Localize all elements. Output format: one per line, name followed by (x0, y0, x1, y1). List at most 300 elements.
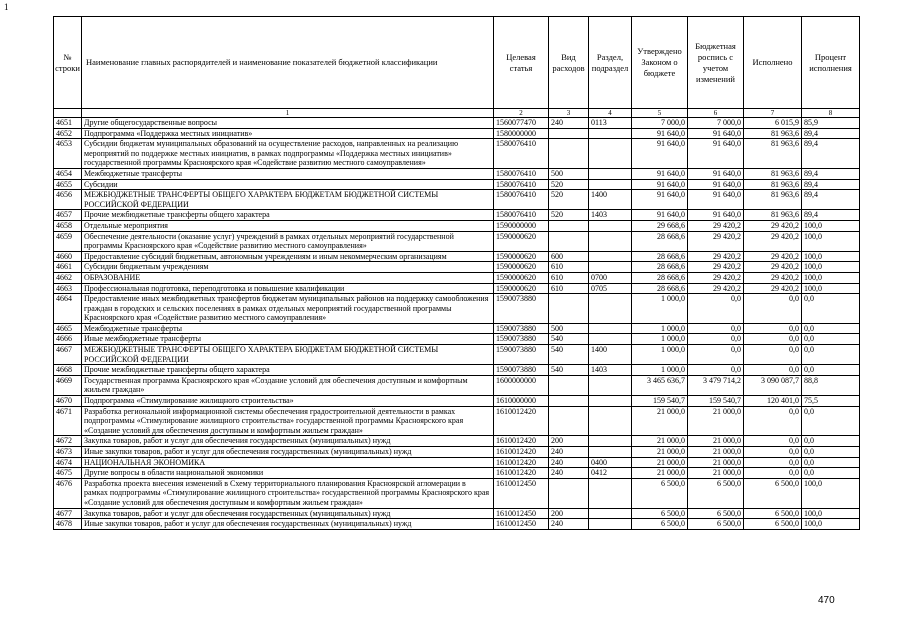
percent-cell: 0,0 (802, 406, 860, 436)
section-cell (589, 251, 632, 262)
budget-list-cell: 0,0 (688, 323, 744, 334)
approved-cell: 21 000,0 (632, 436, 688, 447)
row-name-cell: Иные межбюджетные трансферты (82, 334, 494, 345)
target-article-cell: 1610012420 (494, 457, 549, 468)
budget-list-cell: 0,0 (688, 294, 744, 324)
executed-cell: 29 420,2 (744, 231, 802, 251)
approved-cell: 21 000,0 (632, 457, 688, 468)
expense-type-cell: 520 (549, 210, 589, 221)
expense-type-cell: 500 (549, 168, 589, 179)
approved-cell: 3 465 636,7 (632, 375, 688, 395)
row-name-cell: ОБРАЗОВАНИЕ (82, 272, 494, 283)
table-row (54, 168, 860, 179)
expense-type-cell (549, 396, 589, 407)
executed-cell: 0,0 (744, 406, 802, 436)
column-number: 2 (494, 109, 549, 118)
percent-cell: 100,0 (802, 272, 860, 283)
percent-cell: 100,0 (802, 519, 860, 530)
expense-type-cell (549, 128, 589, 139)
executed-cell: 0,0 (744, 323, 802, 334)
target-article-cell: 1580076410 (494, 139, 549, 169)
table-row (54, 231, 860, 251)
percent-cell: 100,0 (802, 231, 860, 251)
section-cell (589, 447, 632, 458)
target-article-cell: 1590073880 (494, 294, 549, 324)
approved-cell: 1 000,0 (632, 294, 688, 324)
budget-list-cell: 29 420,2 (688, 220, 744, 231)
budget-list-cell: 6 500,0 (688, 478, 744, 508)
row-name-cell: Межбюджетные трансферты (82, 323, 494, 334)
expense-type-cell: 240 (549, 457, 589, 468)
column-number: 5 (632, 109, 688, 118)
row-name-cell: НАЦИОНАЛЬНАЯ ЭКОНОМИКА (82, 457, 494, 468)
target-article-cell: 1590073880 (494, 365, 549, 376)
table-row (54, 179, 860, 190)
expense-type-cell (549, 375, 589, 395)
row-number-cell: 4669 (54, 375, 82, 395)
table-body (54, 118, 860, 530)
approved-cell: 1 000,0 (632, 323, 688, 334)
row-name-cell: Прочие межбюджетные трансферты общего характера (82, 210, 494, 221)
percent-cell: 100,0 (802, 220, 860, 231)
budget-list-cell: 21 000,0 (688, 457, 744, 468)
executed-cell: 29 420,2 (744, 251, 802, 262)
executed-cell: 0,0 (744, 334, 802, 345)
target-article-cell: 1610012450 (494, 508, 549, 519)
section-cell (589, 220, 632, 231)
section-cell: 0400 (589, 457, 632, 468)
section-cell (589, 294, 632, 324)
target-article-cell: 1580076410 (494, 168, 549, 179)
row-number-cell: 4671 (54, 406, 82, 436)
page-corner-mark: 1 (4, 2, 9, 12)
row-number-cell: 4673 (54, 447, 82, 458)
percent-cell: 89,4 (802, 179, 860, 190)
approved-cell: 1 000,0 (632, 345, 688, 365)
page-number: 470 (818, 595, 835, 606)
row-number-cell: 4651 (54, 118, 82, 129)
expense-type-cell (549, 294, 589, 324)
table-row (54, 283, 860, 294)
executed-cell: 0,0 (744, 365, 802, 376)
table-row (54, 468, 860, 479)
target-article-cell: 1610012450 (494, 519, 549, 530)
approved-cell: 28 668,6 (632, 283, 688, 294)
target-article-cell: 1610000000 (494, 396, 549, 407)
target-article-cell: 1590000620 (494, 251, 549, 262)
row-name-cell: Иные закупки товаров, работ и услуг для обеспечения государственных (муниципальных) нужд (82, 447, 494, 458)
target-article-cell: 1590073880 (494, 323, 549, 334)
section-cell (589, 262, 632, 273)
section-cell: 0113 (589, 118, 632, 129)
percent-cell: 100,0 (802, 508, 860, 519)
target-article-cell: 1580076410 (494, 179, 549, 190)
approved-cell: 159 540,7 (632, 396, 688, 407)
budget-list-cell: 21 000,0 (688, 447, 744, 458)
executed-cell: 6 500,0 (744, 508, 802, 519)
budget-list-cell: 6 500,0 (688, 508, 744, 519)
budget-list-cell: 29 420,2 (688, 231, 744, 251)
table-row (54, 375, 860, 395)
executed-cell: 0,0 (744, 294, 802, 324)
approved-cell: 21 000,0 (632, 447, 688, 458)
header-section: Раздел, подраздел (589, 17, 632, 109)
column-number-row (54, 109, 860, 118)
target-article-cell: 1580000000 (494, 128, 549, 139)
expense-type-cell (549, 406, 589, 436)
expense-type-cell (549, 139, 589, 169)
table-row (54, 365, 860, 376)
target-article-cell: 1610012450 (494, 478, 549, 508)
section-cell (589, 436, 632, 447)
expense-type-cell: 610 (549, 283, 589, 294)
row-name-cell: Другие общегосударственные вопросы (82, 118, 494, 129)
expense-type-cell: 540 (549, 345, 589, 365)
section-cell (589, 323, 632, 334)
table-row (54, 323, 860, 334)
expense-type-cell (549, 231, 589, 251)
target-article-cell: 1590073880 (494, 345, 549, 365)
budget-list-cell: 6 500,0 (688, 519, 744, 530)
table-row (54, 294, 860, 324)
table-header-row (54, 17, 860, 109)
row-number-cell: 4656 (54, 190, 82, 210)
row-number-cell: 4653 (54, 139, 82, 169)
budget-list-cell: 21 000,0 (688, 468, 744, 479)
expense-type-cell: 240 (549, 519, 589, 530)
row-number-cell: 4672 (54, 436, 82, 447)
budget-list-cell: 29 420,2 (688, 272, 744, 283)
section-cell: 1400 (589, 190, 632, 210)
budget-list-cell: 29 420,2 (688, 283, 744, 294)
target-article-cell: 1610012420 (494, 447, 549, 458)
section-cell (589, 508, 632, 519)
section-cell: 0700 (589, 272, 632, 283)
target-article-cell: 1590000620 (494, 283, 549, 294)
column-number: 4 (589, 109, 632, 118)
target-article-cell: 1610012420 (494, 406, 549, 436)
budget-list-cell: 3 479 714,2 (688, 375, 744, 395)
percent-cell: 85,9 (802, 118, 860, 129)
expense-type-cell: 610 (549, 272, 589, 283)
table-row (54, 220, 860, 231)
row-number-cell: 4665 (54, 323, 82, 334)
budget-list-cell: 91 640,0 (688, 210, 744, 221)
table-row (54, 251, 860, 262)
header-expense-type: Вид расходов (549, 17, 589, 109)
executed-cell: 29 420,2 (744, 220, 802, 231)
section-cell (589, 168, 632, 179)
row-name-cell: Иные закупки товаров, работ и услуг для обеспечения государственных (муниципальных) нужд (82, 519, 494, 530)
executed-cell: 6 500,0 (744, 519, 802, 530)
expense-type-cell: 500 (549, 323, 589, 334)
expense-type-cell (549, 220, 589, 231)
section-cell (589, 139, 632, 169)
section-cell (589, 478, 632, 508)
percent-cell: 0,0 (802, 468, 860, 479)
executed-cell: 81 963,6 (744, 190, 802, 210)
row-name-cell: Субсидии (82, 179, 494, 190)
row-name-cell: Закупка товаров, работ и услуг для обеспечения государственных (муниципальных) нужд (82, 508, 494, 519)
table-row (54, 139, 860, 169)
section-cell (589, 396, 632, 407)
percent-cell: 0,0 (802, 323, 860, 334)
expense-type-cell: 240 (549, 447, 589, 458)
row-number-cell: 4668 (54, 365, 82, 376)
expense-type-cell: 200 (549, 508, 589, 519)
expense-type-cell: 520 (549, 179, 589, 190)
executed-cell: 6 500,0 (744, 478, 802, 508)
expense-type-cell: 520 (549, 190, 589, 210)
approved-cell: 28 668,6 (632, 231, 688, 251)
approved-cell: 91 640,0 (632, 128, 688, 139)
section-cell: 1403 (589, 365, 632, 376)
target-article-cell: 1600000000 (494, 375, 549, 395)
table-row (54, 345, 860, 365)
budget-list-cell: 21 000,0 (688, 436, 744, 447)
budget-list-cell: 0,0 (688, 365, 744, 376)
percent-cell: 0,0 (802, 447, 860, 458)
column-number: 1 (82, 109, 494, 118)
row-name-cell: Другие вопросы в области национальной экономики (82, 468, 494, 479)
percent-cell: 100,0 (802, 262, 860, 273)
row-name-cell: Межбюджетные трансферты (82, 168, 494, 179)
approved-cell: 29 668,6 (632, 220, 688, 231)
table-row (54, 334, 860, 345)
section-cell: 0412 (589, 468, 632, 479)
row-name-cell: Разработка региональной информационной системы обеспечения градостроительной деятельности в рамках подпрограммы «Стимулирование жилищного строительства» государственной программы Красноярского края «Создание условий для обеспечения доступным и комфортным жильем граждан» (82, 406, 494, 436)
target-article-cell: 1580076410 (494, 190, 549, 210)
executed-cell: 0,0 (744, 345, 802, 365)
approved-cell: 21 000,0 (632, 406, 688, 436)
row-number-cell: 4677 (54, 508, 82, 519)
table-row (54, 190, 860, 210)
executed-cell: 29 420,2 (744, 262, 802, 273)
table-row (54, 519, 860, 530)
row-name-cell: Субсидии бюджетным учреждениям (82, 262, 494, 273)
approved-cell: 28 668,6 (632, 251, 688, 262)
executed-cell: 81 963,6 (744, 139, 802, 169)
table-row (54, 457, 860, 468)
table-row (54, 396, 860, 407)
section-cell (589, 375, 632, 395)
executed-cell: 29 420,2 (744, 272, 802, 283)
row-number-cell: 4678 (54, 519, 82, 530)
executed-cell: 29 420,2 (744, 283, 802, 294)
header-name: Наименование главных распорядителей и наименование показателей бюджетной классификации (82, 17, 494, 109)
approved-cell: 6 500,0 (632, 508, 688, 519)
row-name-cell: Подпрограмма «Поддержка местных инициатив» (82, 128, 494, 139)
expense-type-cell: 240 (549, 468, 589, 479)
executed-cell: 120 401,0 (744, 396, 802, 407)
approved-cell: 7 000,0 (632, 118, 688, 129)
budget-list-cell: 0,0 (688, 345, 744, 365)
approved-cell: 1 000,0 (632, 365, 688, 376)
row-number-cell: 4667 (54, 345, 82, 365)
approved-cell: 6 500,0 (632, 478, 688, 508)
percent-cell: 89,4 (802, 139, 860, 169)
executed-cell: 0,0 (744, 436, 802, 447)
target-article-cell: 1590000620 (494, 231, 549, 251)
row-number-cell: 4652 (54, 128, 82, 139)
expense-type-cell: 240 (549, 118, 589, 129)
table-row (54, 406, 860, 436)
expense-type-cell: 540 (549, 334, 589, 345)
table-row (54, 508, 860, 519)
percent-cell: 0,0 (802, 345, 860, 365)
target-article-cell: 1590000000 (494, 220, 549, 231)
header-approved: Утверждено Законом о бюджете (632, 17, 688, 109)
target-article-cell: 1580076410 (494, 210, 549, 221)
row-number-cell: 4663 (54, 283, 82, 294)
table-row (54, 128, 860, 139)
percent-cell: 100,0 (802, 283, 860, 294)
executed-cell: 81 963,6 (744, 128, 802, 139)
row-number-cell: 4666 (54, 334, 82, 345)
expense-type-cell (549, 478, 589, 508)
header-percent: Процент исполнения (802, 17, 860, 109)
row-name-cell: Разработка проекта внесения изменений в Схему территориального планирования Красноярской агломерации в рамках подпрограммы «Стимулирование жилищного строительства» государственной программы Красноярского края «Создание условий для обеспечения доступным и комфортным жильем граждан» (82, 478, 494, 508)
column-number: 8 (802, 109, 860, 118)
percent-cell: 89,4 (802, 190, 860, 210)
column-number: 7 (744, 109, 802, 118)
budget-execution-table (53, 16, 860, 530)
percent-cell: 0,0 (802, 436, 860, 447)
section-cell: 1400 (589, 345, 632, 365)
approved-cell: 21 000,0 (632, 468, 688, 479)
target-article-cell: 1610012420 (494, 468, 549, 479)
column-number: 3 (549, 109, 589, 118)
approved-cell: 28 668,6 (632, 262, 688, 273)
executed-cell: 0,0 (744, 468, 802, 479)
row-number-cell: 4675 (54, 468, 82, 479)
row-name-cell: Подпрограмма «Стимулирование жилищного строительства» (82, 396, 494, 407)
budget-list-cell: 91 640,0 (688, 179, 744, 190)
row-number-cell: 4664 (54, 294, 82, 324)
row-name-cell: Государственная программа Красноярского края «Создание условий для обеспечения доступным и комфортным жильем граждан» (82, 375, 494, 395)
budget-list-cell: 21 000,0 (688, 406, 744, 436)
row-name-cell: Субсидии бюджетам муниципальных образований на осуществление расходов, направленных на реализацию мероприятий по поддержке местных инициатив, в рамках подпрограммы «Поддержка местных инициатив» государственной программы Красноярского края «Содействие развитию местного самоуправления» (82, 139, 494, 169)
executed-cell: 6 015,9 (744, 118, 802, 129)
section-cell (589, 179, 632, 190)
percent-cell: 89,4 (802, 128, 860, 139)
header-budget-list: Бюджетная роспись с учетом изменений (688, 17, 744, 109)
row-number-cell: 4659 (54, 231, 82, 251)
approved-cell: 6 500,0 (632, 519, 688, 530)
percent-cell: 89,4 (802, 210, 860, 221)
expense-type-cell: 200 (549, 436, 589, 447)
executed-cell: 0,0 (744, 457, 802, 468)
expense-type-cell: 610 (549, 262, 589, 273)
budget-list-cell: 0,0 (688, 334, 744, 345)
row-name-cell: Предоставление субсидий бюджетным, автономным учреждениям и иным некоммерческим организациям (82, 251, 494, 262)
row-number-cell: 4676 (54, 478, 82, 508)
percent-cell: 100,0 (802, 251, 860, 262)
percent-cell: 75,5 (802, 396, 860, 407)
budget-list-cell: 91 640,0 (688, 128, 744, 139)
approved-cell: 91 640,0 (632, 179, 688, 190)
budget-list-cell: 29 420,2 (688, 251, 744, 262)
row-name-cell: Обеспечение деятельности (оказание услуг) учреждений в рамках отдельных мероприятий государственной программы Красноярского края «Содействие развитию местного самоуправления» (82, 231, 494, 251)
row-name-cell: Профессиональная подготовка, переподготовка и повышение квалификации (82, 283, 494, 294)
row-number-cell: 4654 (54, 168, 82, 179)
section-cell (589, 231, 632, 251)
row-number-cell: 4674 (54, 457, 82, 468)
percent-cell: 0,0 (802, 334, 860, 345)
approved-cell: 91 640,0 (632, 168, 688, 179)
target-article-cell: 1590073880 (494, 334, 549, 345)
row-number-cell: 4661 (54, 262, 82, 273)
row-name-cell: МЕЖБЮДЖЕТНЫЕ ТРАНСФЕРТЫ ОБЩЕГО ХАРАКТЕРА БЮДЖЕТАМ БЮДЖЕТНОЙ СИСТЕМЫ РОССИЙСКОЙ ФЕДЕРАЦИИ (82, 190, 494, 210)
section-cell: 0705 (589, 283, 632, 294)
percent-cell: 0,0 (802, 294, 860, 324)
section-cell (589, 519, 632, 530)
expense-type-cell: 540 (549, 365, 589, 376)
section-cell (589, 128, 632, 139)
table-row (54, 436, 860, 447)
header-executed: Исполнено (744, 17, 802, 109)
percent-cell: 100,0 (802, 478, 860, 508)
table-row (54, 272, 860, 283)
column-number: 6 (688, 109, 744, 118)
table-row (54, 447, 860, 458)
budget-list-cell: 7 000,0 (688, 118, 744, 129)
section-cell: 1403 (589, 210, 632, 221)
target-article-cell: 1560077470 (494, 118, 549, 129)
header-row-number: № строки (54, 17, 82, 109)
row-name-cell: Отдельные мероприятия (82, 220, 494, 231)
target-article-cell: 1610012420 (494, 436, 549, 447)
column-number (54, 109, 82, 118)
row-number-cell: 4657 (54, 210, 82, 221)
budget-list-cell: 91 640,0 (688, 139, 744, 169)
percent-cell: 88,8 (802, 375, 860, 395)
row-name-cell: МЕЖБЮДЖЕТНЫЕ ТРАНСФЕРТЫ ОБЩЕГО ХАРАКТЕРА БЮДЖЕТАМ БЮДЖЕТНОЙ СИСТЕМЫ РОССИЙСКОЙ ФЕДЕРАЦИИ (82, 345, 494, 365)
row-number-cell: 4670 (54, 396, 82, 407)
budget-list-cell: 159 540,7 (688, 396, 744, 407)
approved-cell: 91 640,0 (632, 210, 688, 221)
percent-cell: 0,0 (802, 457, 860, 468)
approved-cell: 91 640,0 (632, 139, 688, 169)
row-name-cell: Прочие межбюджетные трансферты общего характера (82, 365, 494, 376)
executed-cell: 81 963,6 (744, 179, 802, 190)
executed-cell: 0,0 (744, 447, 802, 458)
budget-list-cell: 29 420,2 (688, 262, 744, 273)
table-row (54, 262, 860, 273)
target-article-cell: 1590000620 (494, 272, 549, 283)
row-number-cell: 4660 (54, 251, 82, 262)
table-row (54, 210, 860, 221)
row-name-cell: Закупка товаров, работ и услуг для обеспечения государственных (муниципальных) нужд (82, 436, 494, 447)
approved-cell: 1 000,0 (632, 334, 688, 345)
expense-type-cell: 600 (549, 251, 589, 262)
table-row (54, 118, 860, 129)
target-article-cell: 1590000620 (494, 262, 549, 273)
approved-cell: 91 640,0 (632, 190, 688, 210)
executed-cell: 3 090 087,7 (744, 375, 802, 395)
percent-cell: 0,0 (802, 365, 860, 376)
table-row (54, 478, 860, 508)
executed-cell: 81 963,6 (744, 210, 802, 221)
approved-cell: 28 668,6 (632, 272, 688, 283)
row-number-cell: 4658 (54, 220, 82, 231)
header-target-article: Целевая статья (494, 17, 549, 109)
percent-cell: 89,4 (802, 168, 860, 179)
row-number-cell: 4662 (54, 272, 82, 283)
budget-list-cell: 91 640,0 (688, 190, 744, 210)
section-cell (589, 406, 632, 436)
section-cell (589, 334, 632, 345)
